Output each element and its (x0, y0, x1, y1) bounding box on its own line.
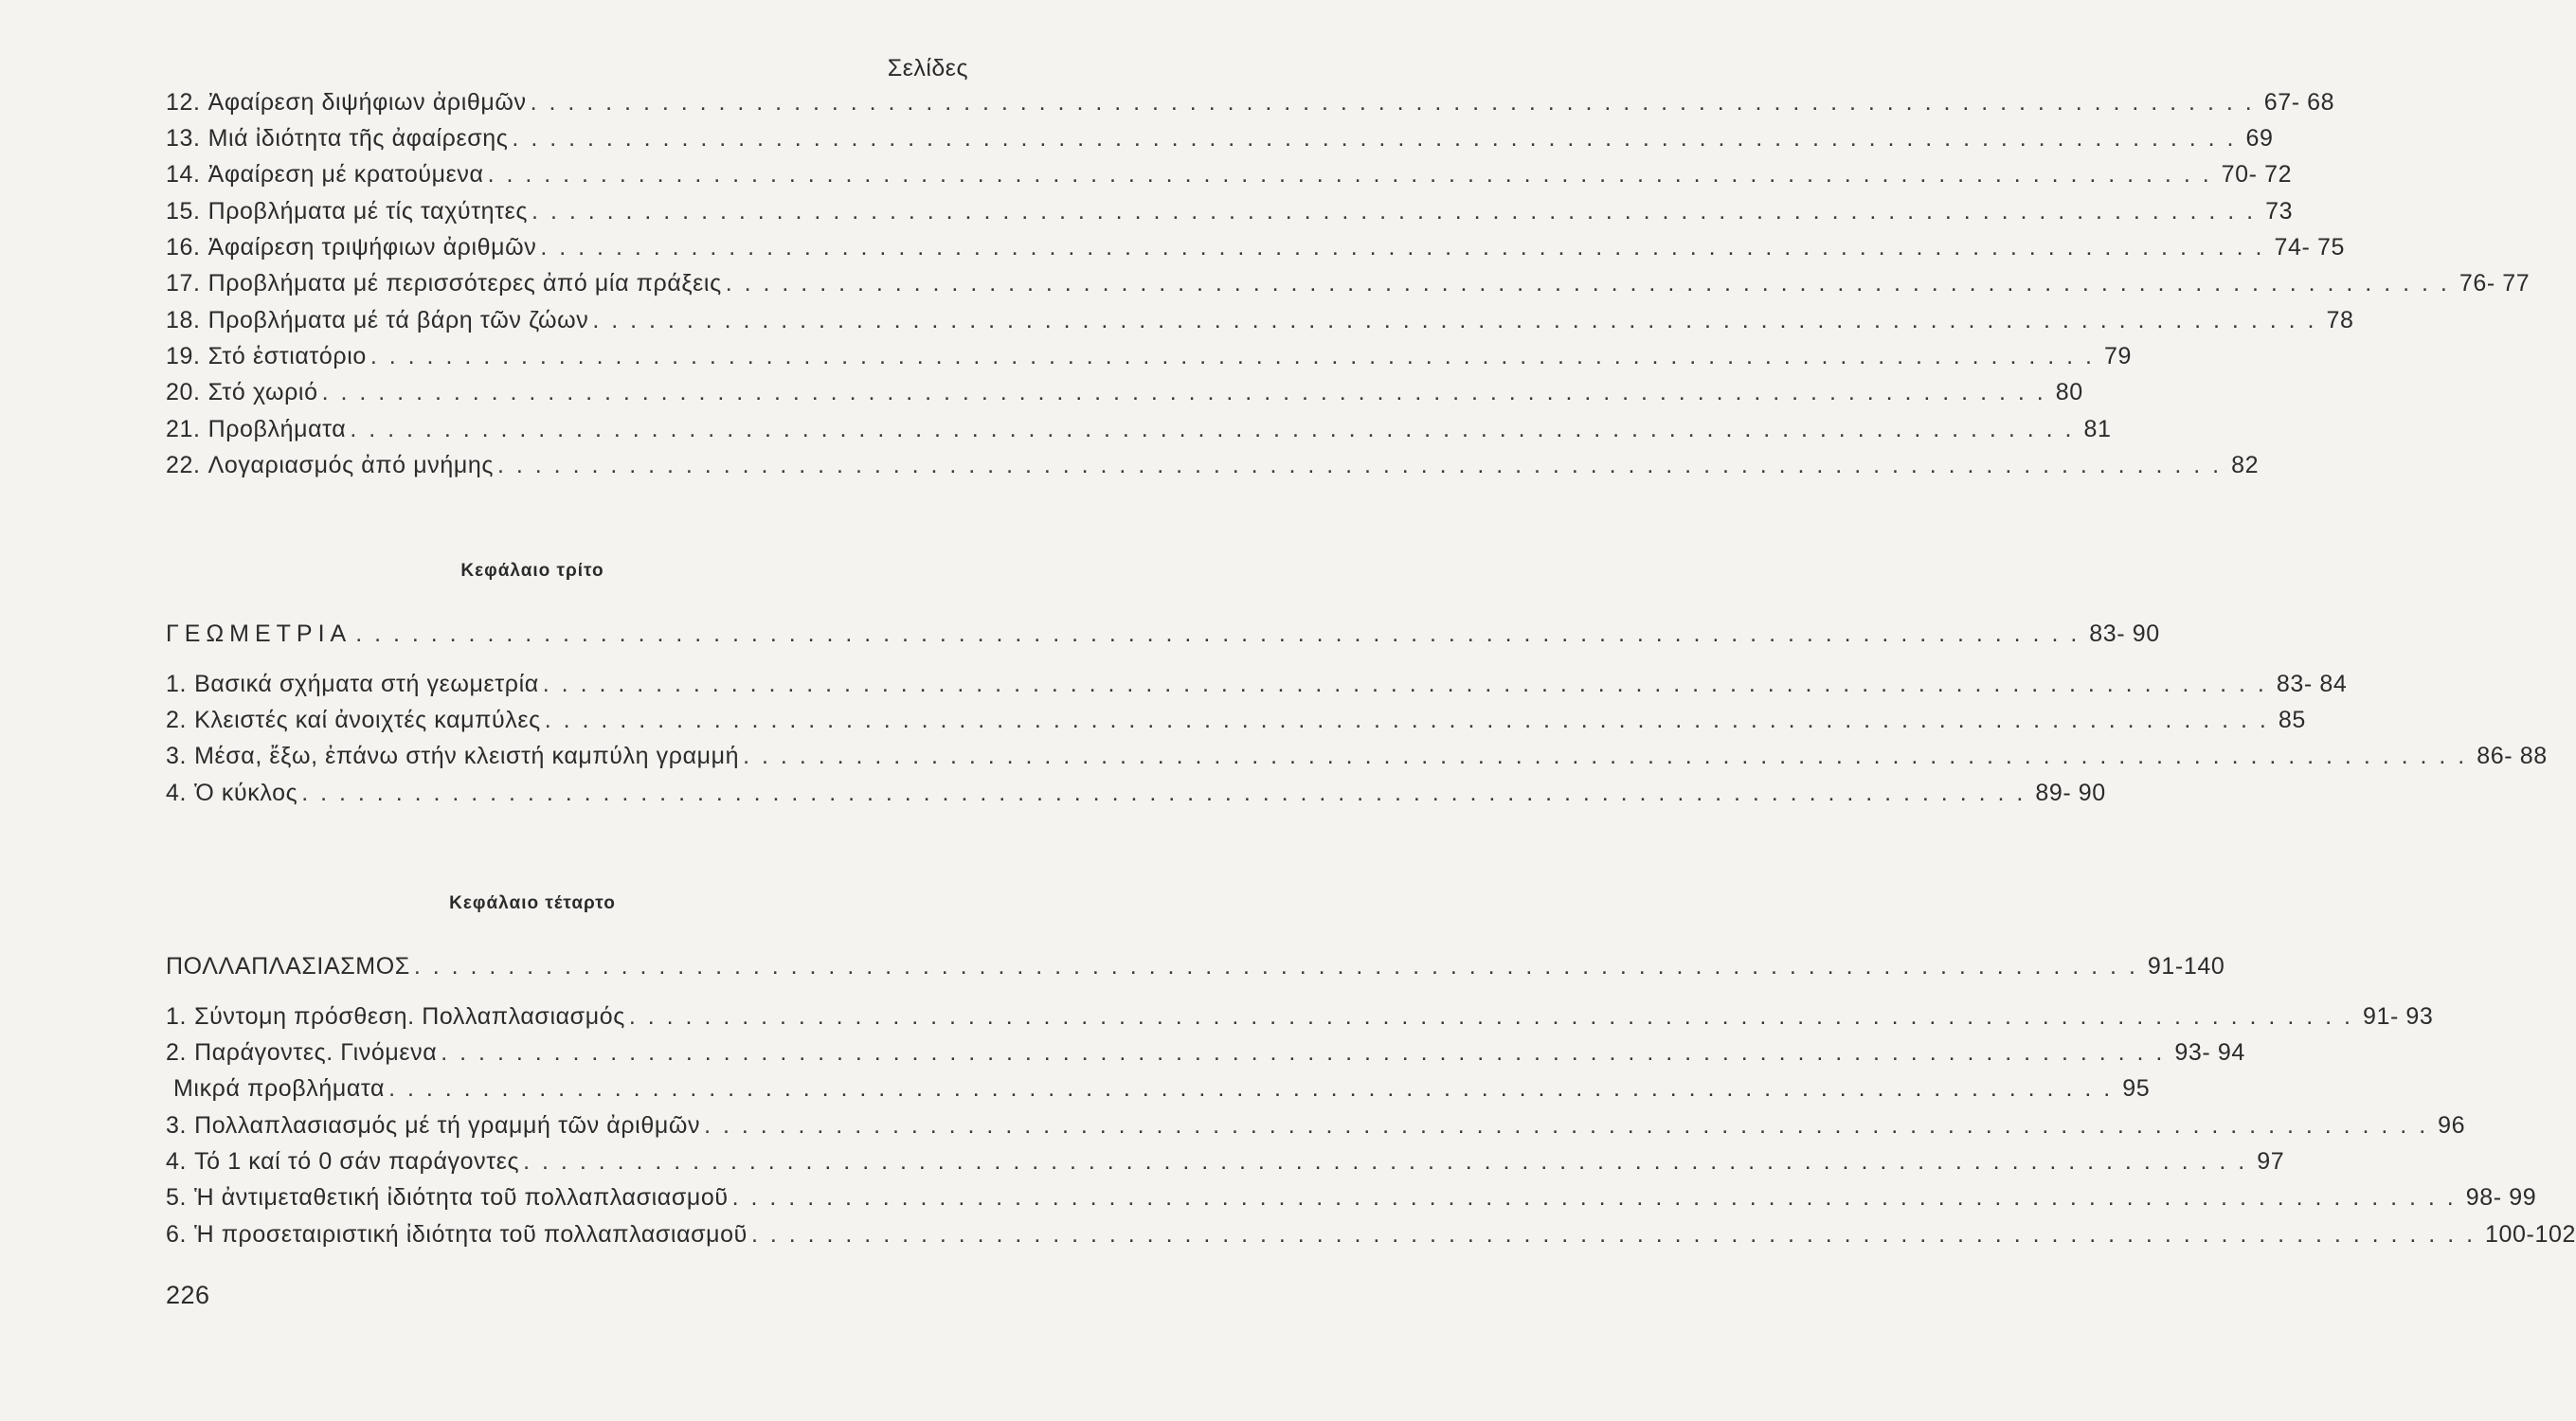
entry-title: Λογαριασμός ἀπό μνήμης (207, 452, 494, 478)
chapter-heading: Κεφάλαιο τέταρτο (449, 893, 616, 913)
dot-leader: . . . . . . . . . . . . . . . . . . . . . . . . . . . . . . . . . . . . . . . . . . . . . . . . . . . . . . . . . . . . . . . . . . . . . . . . . . . . . . . . . . . . . . . . . . . . (523, 1148, 2248, 1175)
section-title: ΠΟΛΛΑΠΛΑΣΙΑΣΜΟΣ (166, 953, 410, 980)
toc-entry (166, 343, 2132, 379)
page-number: 226 (166, 1281, 210, 1309)
toc-entry (166, 1075, 2151, 1111)
dot-leader: . . . . . . . . . . . . . . . . . . . . . . . . . . . . . . . . . . . . . . . . . . . . . . . . . . . . . . . . . . . . . . . . . . . . . . . . . . . . . . . . . . . . . . . . . . . . (321, 379, 2046, 405)
entry-pages: 96 (2438, 1112, 2466, 1139)
entry-number: 21. (166, 416, 201, 442)
entry-pages: 95 (2122, 1075, 2151, 1102)
entry-number: 4. (166, 1148, 188, 1175)
dot-leader: . . . . . . . . . . . . . . . . . . . . . . . . . . . . . . . . . . . . . . . . . . . . . . . . . . . . . . . . . . . . . . . . . . . . . . . . . . . . . . . . . . . . . . . . . . . . (540, 234, 2265, 261)
entry-pages: 76- 77 (2459, 270, 2531, 297)
dot-leader: . . . . . . . . . . . . . . . . . . . . . . . . . . . . . . . . . . . . . . . . . . . . . . . . . . . . . . . . . . . . . . . . . . . . . . . . . . . . . . . . . . . . . . . . . . . . (725, 270, 2450, 297)
entry-number: 5. (166, 1184, 188, 1211)
entry-pages: 70- 72 (2221, 161, 2293, 188)
toc-entry (166, 125, 2274, 161)
toc-entry (166, 743, 2548, 779)
toc-entry (166, 1112, 2466, 1148)
dot-leader: . . . . . . . . . . . . . . . . . . . . . . . . . . . . . . . . . . . . . . . . . . . . . . . . . . . . . . . . . . . . . . . . . . . . . . . . . . . . . . . . . . . . . . . . . . . . (542, 671, 2267, 697)
entry-number: 4. (166, 780, 188, 806)
toc-entry (166, 1221, 2576, 1257)
entry-title: Πολλαπλασιασμός μέ τή γραμμή τῶν ἀριθμῶν (194, 1112, 701, 1139)
entry-number: 20. (166, 379, 201, 405)
toc-entry (166, 161, 2293, 197)
dot-leader: . . . . . . . . . . . . . . . . . . . . . . . . . . . . . . . . . . . . . . . . . . . . . . . . . . . . . . . . . . . . . . . . . . . . . . . . . . . . . . . . . . . . . . . . . . . . (731, 1184, 2457, 1211)
dot-leader: . . . . . . . . . . . . . . . . . . . . . . . . . . . . . . . . . . . . . . . . . . . . . . . . . . . . . . . . . . . . . . . . . . . . . . . . . . . . . . . . . . . . . . . . . . . . (350, 416, 2075, 442)
toc-entry (166, 379, 2083, 415)
dot-leader: . . . . . . . . . . . . . . . . . . . . . . . . . . . . . . . . . . . . . . . . . . . . . . . . . . . . . . . . . . . . . . . . . . . . . . . . . . . . . . . . . . . . . . . . . . . . (355, 621, 2081, 647)
entry-pages: 73 (2265, 198, 2294, 225)
entry-pages: 91- 93 (2362, 1003, 2434, 1030)
dot-leader: . . . . . . . . . . . . . . . . . . . . . . . . . . . . . . . . . . . . . . . . . . . . . . . . . . . . . . . . . . . . . . . . . . . . . . . . . . . . . . . . . . . . . . . . . . . . (413, 953, 2138, 980)
dot-leader: . . . . . . . . . . . . . . . . . . . . . . . . . . . . . . . . . . . . . . . . . . . . . . . . . . . . . . . . . . . . . . . . . . . . . . . . . . . . . . . . . . . . . . . . . . . . (301, 780, 2027, 806)
entry-pages: 82 (2231, 452, 2260, 478)
entry-title: Μικρά προβλήματα (173, 1075, 386, 1102)
entry-pages: 85 (2278, 707, 2306, 733)
entry-title: Τό 1 καί τό 0 σάν παράγοντες (194, 1148, 520, 1175)
entry-pages: 97 (2257, 1148, 2285, 1175)
entry-pages: 81 (2083, 416, 2112, 442)
entry-title: Ἡ προσεταιριστική ἰδιότητα τοῦ πολλαπλασιασμοῦ (194, 1221, 748, 1248)
entry-number: 22. (166, 452, 201, 478)
dot-leader: . . . . . . . . . . . . . . . . . . . . . . . . . . . . . . . . . . . . . . . . . . . . . . . . . . . . . . . . . . . . . . . . . . . . . . . . . . . . . . . . . . . . . . . . . . . . (628, 1003, 2353, 1030)
dot-leader: . . . . . . . . . . . . . . . . . . . . . . . . . . . . . . . . . . . . . . . . . . . . . . . . . . . . . . . . . . . . . . . . . . . . . . . . . . . . . . . . . . . . . . . . . . . . (704, 1112, 2429, 1139)
toc-entry (166, 198, 2294, 234)
dot-leader: . . . . . . . . . . . . . . . . . . . . . . . . . . . . . . . . . . . . . . . . . . . . . . . . . . . . . . . . . . . . . . . . . . . . . . . . . . . . . . . . . . . . . . . . . . . . (531, 198, 2257, 225)
toc-entry (166, 270, 2531, 306)
entry-pages: 89- 90 (2035, 780, 2106, 806)
dot-leader: . . . . . . . . . . . . . . . . . . . . . . . . . . . . . . . . . . . . . . . . . . . . . . . . . . . . . . . . . . . . . . . . . . . . . . . . . . . . . . . . . . . . . . . . . . . . (369, 343, 2095, 369)
dot-leader: . . . . . . . . . . . . . . . . . . . . . . . . . . . . . . . . . . . . . . . . . . . . . . . . . . . . . . . . . . . . . . . . . . . . . . . . . . . . . . . . . . . . . . . . . . . . (530, 89, 2255, 116)
entry-pages: 78 (2326, 307, 2354, 333)
dot-leader: . . . . . . . . . . . . . . . . . . . . . . . . . . . . . . . . . . . . . . . . . . . . . . . . . . . . . . . . . . . . . . . . . . . . . . . . . . . . . . . . . . . . . . . . . . . . (441, 1039, 2166, 1066)
chapter-heading: Κεφάλαιο τρίτο (460, 561, 604, 581)
entry-number: 2. (166, 707, 188, 733)
entry-title: Στό χωριό (207, 379, 318, 405)
entry-number: 2. (166, 1039, 188, 1066)
dot-leader: . . . . . . . . . . . . . . . . . . . . . . . . . . . . . . . . . . . . . . . . . . . . . . . . . . . . . . . . . . . . . . . . . . . . . . . . . . . . . . . . . . . . . . . . . . . . (512, 125, 2237, 152)
section-pages: 91-140 (2147, 953, 2225, 980)
dot-leader: . . . . . . . . . . . . . . . . . . . . . . . . . . . . . . . . . . . . . . . . . . . . . . . . . . . . . . . . . . . . . . . . . . . . . . . . . . . . . . . . . . . . . . . . . . . . (592, 307, 2317, 333)
entry-title: Προβλήματα μέ τά βάρη τῶν ζώων (207, 307, 589, 333)
entry-title: Μέσα, ἔξω, ἐπάνω στήν κλειστή καμπύλη γραμμή (194, 743, 740, 769)
entry-title: Προβλήματα μέ περισσότερες ἀπό μία πράξεις (207, 270, 722, 297)
entry-pages: 74- 75 (2274, 234, 2345, 261)
entry-number: 1. (166, 1003, 188, 1030)
entry-title: Ὁ κύκλος (194, 780, 298, 806)
dot-leader: . . . . . . . . . . . . . . . . . . . . . . . . . . . . . . . . . . . . . . . . . . . . . . . . . . . . . . . . . . . . . . . . . . . . . . . . . . . . . . . . . . . . . . . . . . . . (743, 743, 2468, 769)
entry-number: 6. (166, 1221, 188, 1248)
toc-entry (166, 707, 2306, 743)
dot-leader: . . . . . . . . . . . . . . . . . . . . . . . . . . . . . . . . . . . . . . . . . . . . . . . . . . . . . . . . . . . . . . . . . . . . . . . . . . . . . . . . . . . . . . . . . . . . (497, 452, 2223, 478)
toc-entry (166, 307, 2354, 343)
entry-pages: 79 (2103, 343, 2132, 369)
toc-entry (166, 234, 2345, 270)
toc-entry (166, 89, 2335, 125)
toc-entry (166, 671, 2348, 707)
toc-entry (166, 1039, 2245, 1075)
toc-entry (166, 1148, 2285, 1184)
entry-number: 19. (166, 343, 201, 369)
entry-title: Παράγοντες. Γινόμενα (194, 1039, 438, 1066)
entry-number: 13. (166, 125, 201, 152)
dot-leader: . . . . . . . . . . . . . . . . . . . . . . . . . . . . . . . . . . . . . . . . . . . . . . . . . . . . . . . . . . . . . . . . . . . . . . . . . . . . . . . . . . . . . . . . . . . . (544, 707, 2269, 733)
section-title-row (166, 621, 2160, 657)
dot-leader: . . . . . . . . . . . . . . . . . . . . . . . . . . . . . . . . . . . . . . . . . . . . . . . . . . . . . . . . . . . . . . . . . . . . . . . . . . . . . . . . . . . . . . . . . . . . (750, 1221, 2477, 1248)
section-pages: 83- 90 (2089, 621, 2160, 647)
entry-number: 1. (166, 671, 188, 697)
entry-pages: 67- 68 (2263, 89, 2335, 116)
entry-number: 3. (166, 743, 188, 769)
entry-title: Κλειστές καί ἀνοιχτές καμπύλες (194, 707, 541, 733)
entry-title: Βασικά σχήματα στή γεωμετρία (194, 671, 539, 697)
entry-title: Σύντομη πρόσθεση. Πολλαπλασιασμός (194, 1003, 625, 1030)
entry-title: Ἀφαίρεση τριψήφιων ἀριθμῶν (207, 234, 537, 261)
pages-column-header: Σελίδες (887, 55, 968, 81)
toc-entry (166, 1184, 2537, 1220)
entry-pages: 86- 88 (2477, 743, 2548, 769)
section-title: ΓΕΩΜΕΤΡΙΑ (166, 621, 352, 647)
entry-number: 3. (166, 1112, 188, 1139)
entry-title: Ἀφαίρεση μέ κρατούμενα (207, 161, 484, 188)
dot-leader: . . . . . . . . . . . . . . . . . . . . . . . . . . . . . . . . . . . . . . . . . . . . . . . . . . . . . . . . . . . . . . . . . . . . . . . . . . . . . . . . . . . . . . . . . . . . (487, 161, 2212, 188)
entry-pages: 80 (2055, 379, 2083, 405)
entry-pages: 83- 84 (2276, 671, 2348, 697)
toc-entry (166, 416, 2112, 452)
entry-pages: 93- 94 (2174, 1039, 2245, 1066)
entry-number: 16. (166, 234, 201, 261)
dot-leader: . . . . . . . . . . . . . . . . . . . . . . . . . . . . . . . . . . . . . . . . . . . . . . . . . . . . . . . . . . . . . . . . . . . . . . . . . . . . . . . . . . . . . . . . . . . . (388, 1075, 2114, 1102)
entry-title: Προβλήματα μέ τίς ταχύτητες (207, 198, 529, 225)
toc-entry (166, 780, 2106, 816)
entry-title: Ἀφαίρεση διψήφιων ἀριθμῶν (207, 89, 527, 116)
entry-number: 17. (166, 270, 201, 297)
entry-pages: 98- 99 (2465, 1184, 2537, 1211)
section-title-row (166, 953, 2225, 989)
entry-number: 12. (166, 89, 201, 116)
toc-entry (166, 452, 2260, 488)
entry-pages: 69 (2245, 125, 2274, 152)
entry-title: Στό ἑστιατόριο (207, 343, 367, 369)
toc-entry (166, 1003, 2434, 1039)
entry-title: Προβλήματα (207, 416, 347, 442)
entry-number: 15. (166, 198, 201, 225)
entry-number: 14. (166, 161, 201, 188)
entry-number: 18. (166, 307, 201, 333)
entry-pages: 100-102 (2485, 1221, 2576, 1248)
entry-title: Μιά ἰδιότητα τῆς ἀφαίρεσης (207, 125, 509, 152)
entry-title: Ἡ ἀντιμεταθετική ἰδιότητα τοῦ πολλαπλασιασμοῦ (194, 1184, 729, 1211)
